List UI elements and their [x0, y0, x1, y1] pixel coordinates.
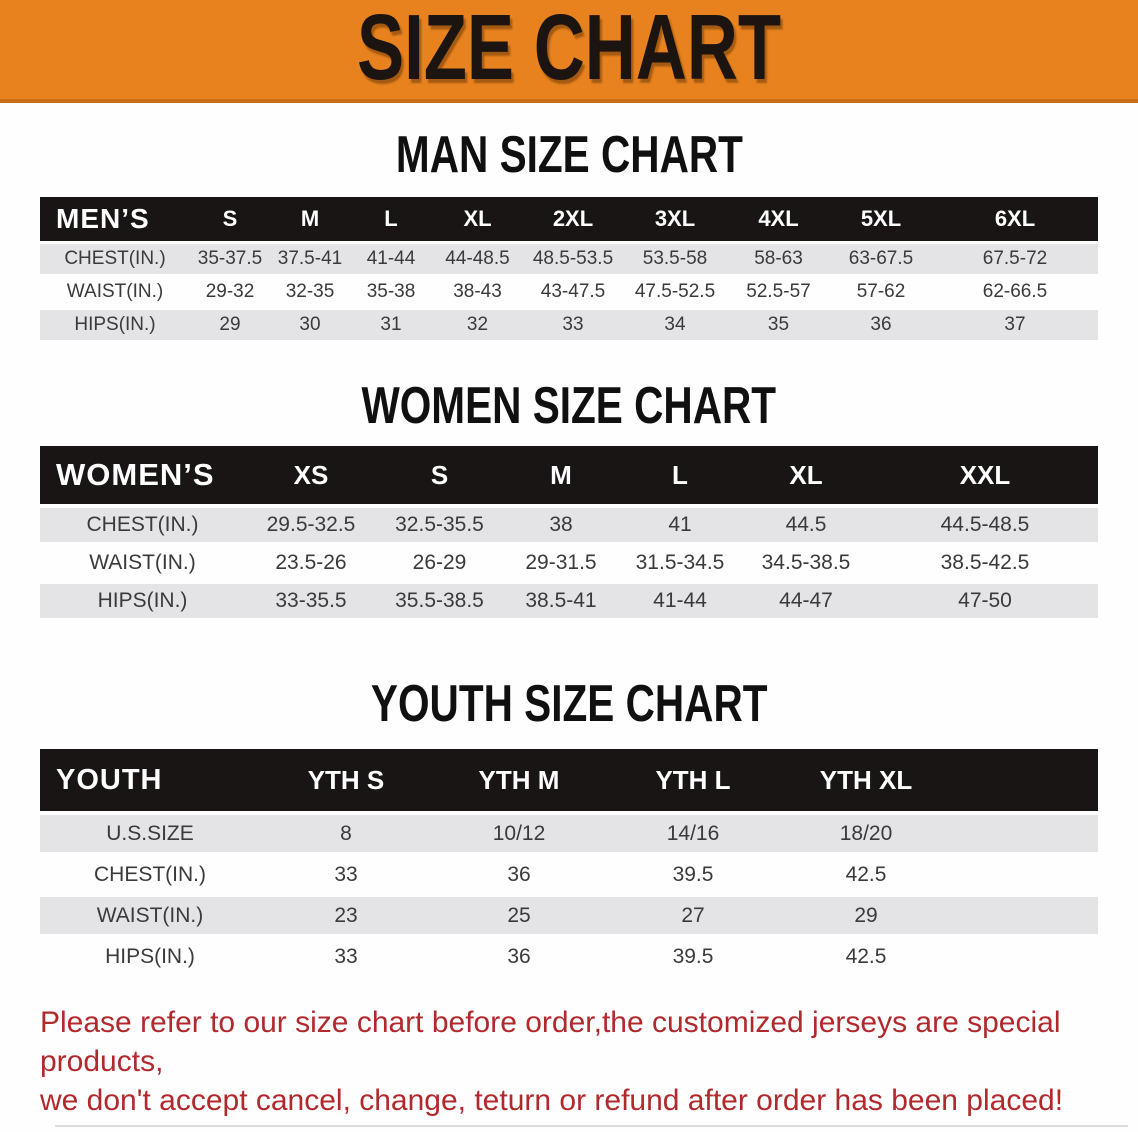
column-header: 2XL [523, 197, 623, 241]
row-label: WAIST(IN.) [40, 542, 245, 580]
size-cell: 38-43 [432, 274, 523, 307]
column-header: XXL [872, 446, 1098, 504]
size-cell: 57-62 [830, 274, 932, 307]
size-cell: 23.5-26 [245, 542, 377, 580]
size-cell: 41-44 [620, 580, 740, 618]
size-cell: 47.5-52.5 [623, 274, 727, 307]
row-label: CHEST(IN.) [40, 504, 245, 542]
table-row [40, 307, 1098, 340]
table-row [40, 852, 1098, 893]
youth-section-heading-text: YOUTH SIZE CHART [370, 675, 768, 733]
title-banner [0, 0, 1138, 103]
row-label: CHEST(IN.) [40, 852, 260, 893]
size-cell: 35-38 [350, 274, 432, 307]
size-cell: 32 [432, 307, 523, 340]
spacer-cell [952, 852, 1098, 893]
size-cell: 53.5-58 [623, 241, 727, 274]
size-cell: 36 [432, 934, 606, 975]
size-cell: 25 [432, 893, 606, 934]
group-label: MEN’S [40, 197, 190, 241]
column-header: XL [740, 446, 872, 504]
size-cell: 44.5 [740, 504, 872, 542]
size-cell: 62-66.5 [932, 274, 1098, 307]
row-label: HIPS(IN.) [40, 307, 190, 340]
size-cell: 29.5-32.5 [245, 504, 377, 542]
size-cell: 38.5-41 [502, 580, 620, 618]
men-section-heading [0, 126, 1138, 184]
size-cell: 44-47 [740, 580, 872, 618]
column-header: M [270, 197, 350, 241]
size-cell: 42.5 [780, 852, 952, 893]
size-cell: 29-32 [190, 274, 270, 307]
spacer-cell [952, 749, 1098, 811]
column-header: 5XL [830, 197, 932, 241]
size-cell: 29-31.5 [502, 542, 620, 580]
size-cell: 47-50 [872, 580, 1098, 618]
size-cell: 38.5-42.5 [872, 542, 1098, 580]
size-cell: 23 [260, 893, 432, 934]
column-header: YTH S [260, 749, 432, 811]
table-row [40, 504, 1098, 542]
column-header: XS [245, 446, 377, 504]
column-header: YTH M [432, 749, 606, 811]
size-cell: 31 [350, 307, 432, 340]
size-cell: 34 [623, 307, 727, 340]
table-row [40, 241, 1098, 274]
size-cell: 37.5-41 [270, 241, 350, 274]
size-cell: 43-47.5 [523, 274, 623, 307]
column-header: 4XL [727, 197, 830, 241]
youth-size-table [40, 749, 1098, 975]
group-label: YOUTH [40, 749, 260, 811]
size-cell: 34.5-38.5 [740, 542, 872, 580]
column-header: S [190, 197, 270, 241]
disclaimer-line-2: we don't accept cancel, change, teturn or refund after order has been placed! [40, 1084, 1064, 1117]
size-cell: 32-35 [270, 274, 350, 307]
table-header-row [40, 749, 1098, 811]
size-cell: 42.5 [780, 934, 952, 975]
size-cell: 39.5 [606, 934, 780, 975]
table-row [40, 811, 1098, 852]
column-header: 6XL [932, 197, 1098, 241]
spacer-cell [952, 934, 1098, 975]
women-section-heading-text: WOMEN SIZE CHART [361, 377, 777, 435]
size-cell: 41-44 [350, 241, 432, 274]
size-cell: 14/16 [606, 811, 780, 852]
size-cell: 36 [432, 852, 606, 893]
size-cell: 26-29 [377, 542, 502, 580]
row-label: WAIST(IN.) [40, 893, 260, 934]
size-cell: 27 [606, 893, 780, 934]
table-row [40, 274, 1098, 307]
row-label: WAIST(IN.) [40, 274, 190, 307]
size-cell: 41 [620, 504, 740, 542]
spacer-cell [952, 893, 1098, 934]
table-row [40, 542, 1098, 580]
column-header: L [620, 446, 740, 504]
table-row [40, 580, 1098, 618]
size-cell: 67.5-72 [932, 241, 1098, 274]
size-cell: 35.5-38.5 [377, 580, 502, 618]
table-header-row [40, 446, 1098, 504]
size-cell: 18/20 [780, 811, 952, 852]
group-label: WOMEN’S [40, 446, 245, 504]
disclaimer-text [40, 1003, 1110, 1120]
row-label: HIPS(IN.) [40, 580, 245, 618]
size-cell: 58-63 [727, 241, 830, 274]
size-cell: 33 [260, 934, 432, 975]
size-cell: 31.5-34.5 [620, 542, 740, 580]
page-title: SIZE CHART [356, 0, 782, 99]
womens-size-table [40, 446, 1098, 618]
size-cell: 30 [270, 307, 350, 340]
row-label: U.S.SIZE [40, 811, 260, 852]
column-header: YTH L [606, 749, 780, 811]
column-header: L [350, 197, 432, 241]
size-cell: 33-35.5 [245, 580, 377, 618]
column-header: 3XL [623, 197, 727, 241]
table-row [40, 934, 1098, 975]
column-header: S [377, 446, 502, 504]
size-cell: 35-37.5 [190, 241, 270, 274]
size-cell: 29 [780, 893, 952, 934]
column-header: M [502, 446, 620, 504]
table-header-row [40, 197, 1098, 241]
size-cell: 39.5 [606, 852, 780, 893]
size-cell: 44.5-48.5 [872, 504, 1098, 542]
table-row [40, 893, 1098, 934]
size-cell: 48.5-53.5 [523, 241, 623, 274]
row-label: CHEST(IN.) [40, 241, 190, 274]
column-header: YTH XL [780, 749, 952, 811]
youth-section-heading [0, 675, 1138, 733]
men-section-heading-text: MAN SIZE CHART [395, 126, 743, 184]
size-cell: 52.5-57 [727, 274, 830, 307]
mens-size-table [40, 197, 1098, 340]
disclaimer-line-1: Please refer to our size chart before order,the customized jerseys are special products, [40, 1006, 1061, 1078]
size-cell: 29 [190, 307, 270, 340]
column-header: XL [432, 197, 523, 241]
spacer-cell [952, 811, 1098, 852]
women-section-heading [0, 377, 1138, 435]
row-label: HIPS(IN.) [40, 934, 260, 975]
size-cell: 44-48.5 [432, 241, 523, 274]
size-cell: 37 [932, 307, 1098, 340]
size-cell: 33 [523, 307, 623, 340]
size-cell: 8 [260, 811, 432, 852]
size-cell: 63-67.5 [830, 241, 932, 274]
size-cell: 35 [727, 307, 830, 340]
size-cell: 32.5-35.5 [377, 504, 502, 542]
size-cell: 36 [830, 307, 932, 340]
size-cell: 38 [502, 504, 620, 542]
bottom-divider [55, 1125, 1128, 1127]
size-cell: 10/12 [432, 811, 606, 852]
size-cell: 33 [260, 852, 432, 893]
